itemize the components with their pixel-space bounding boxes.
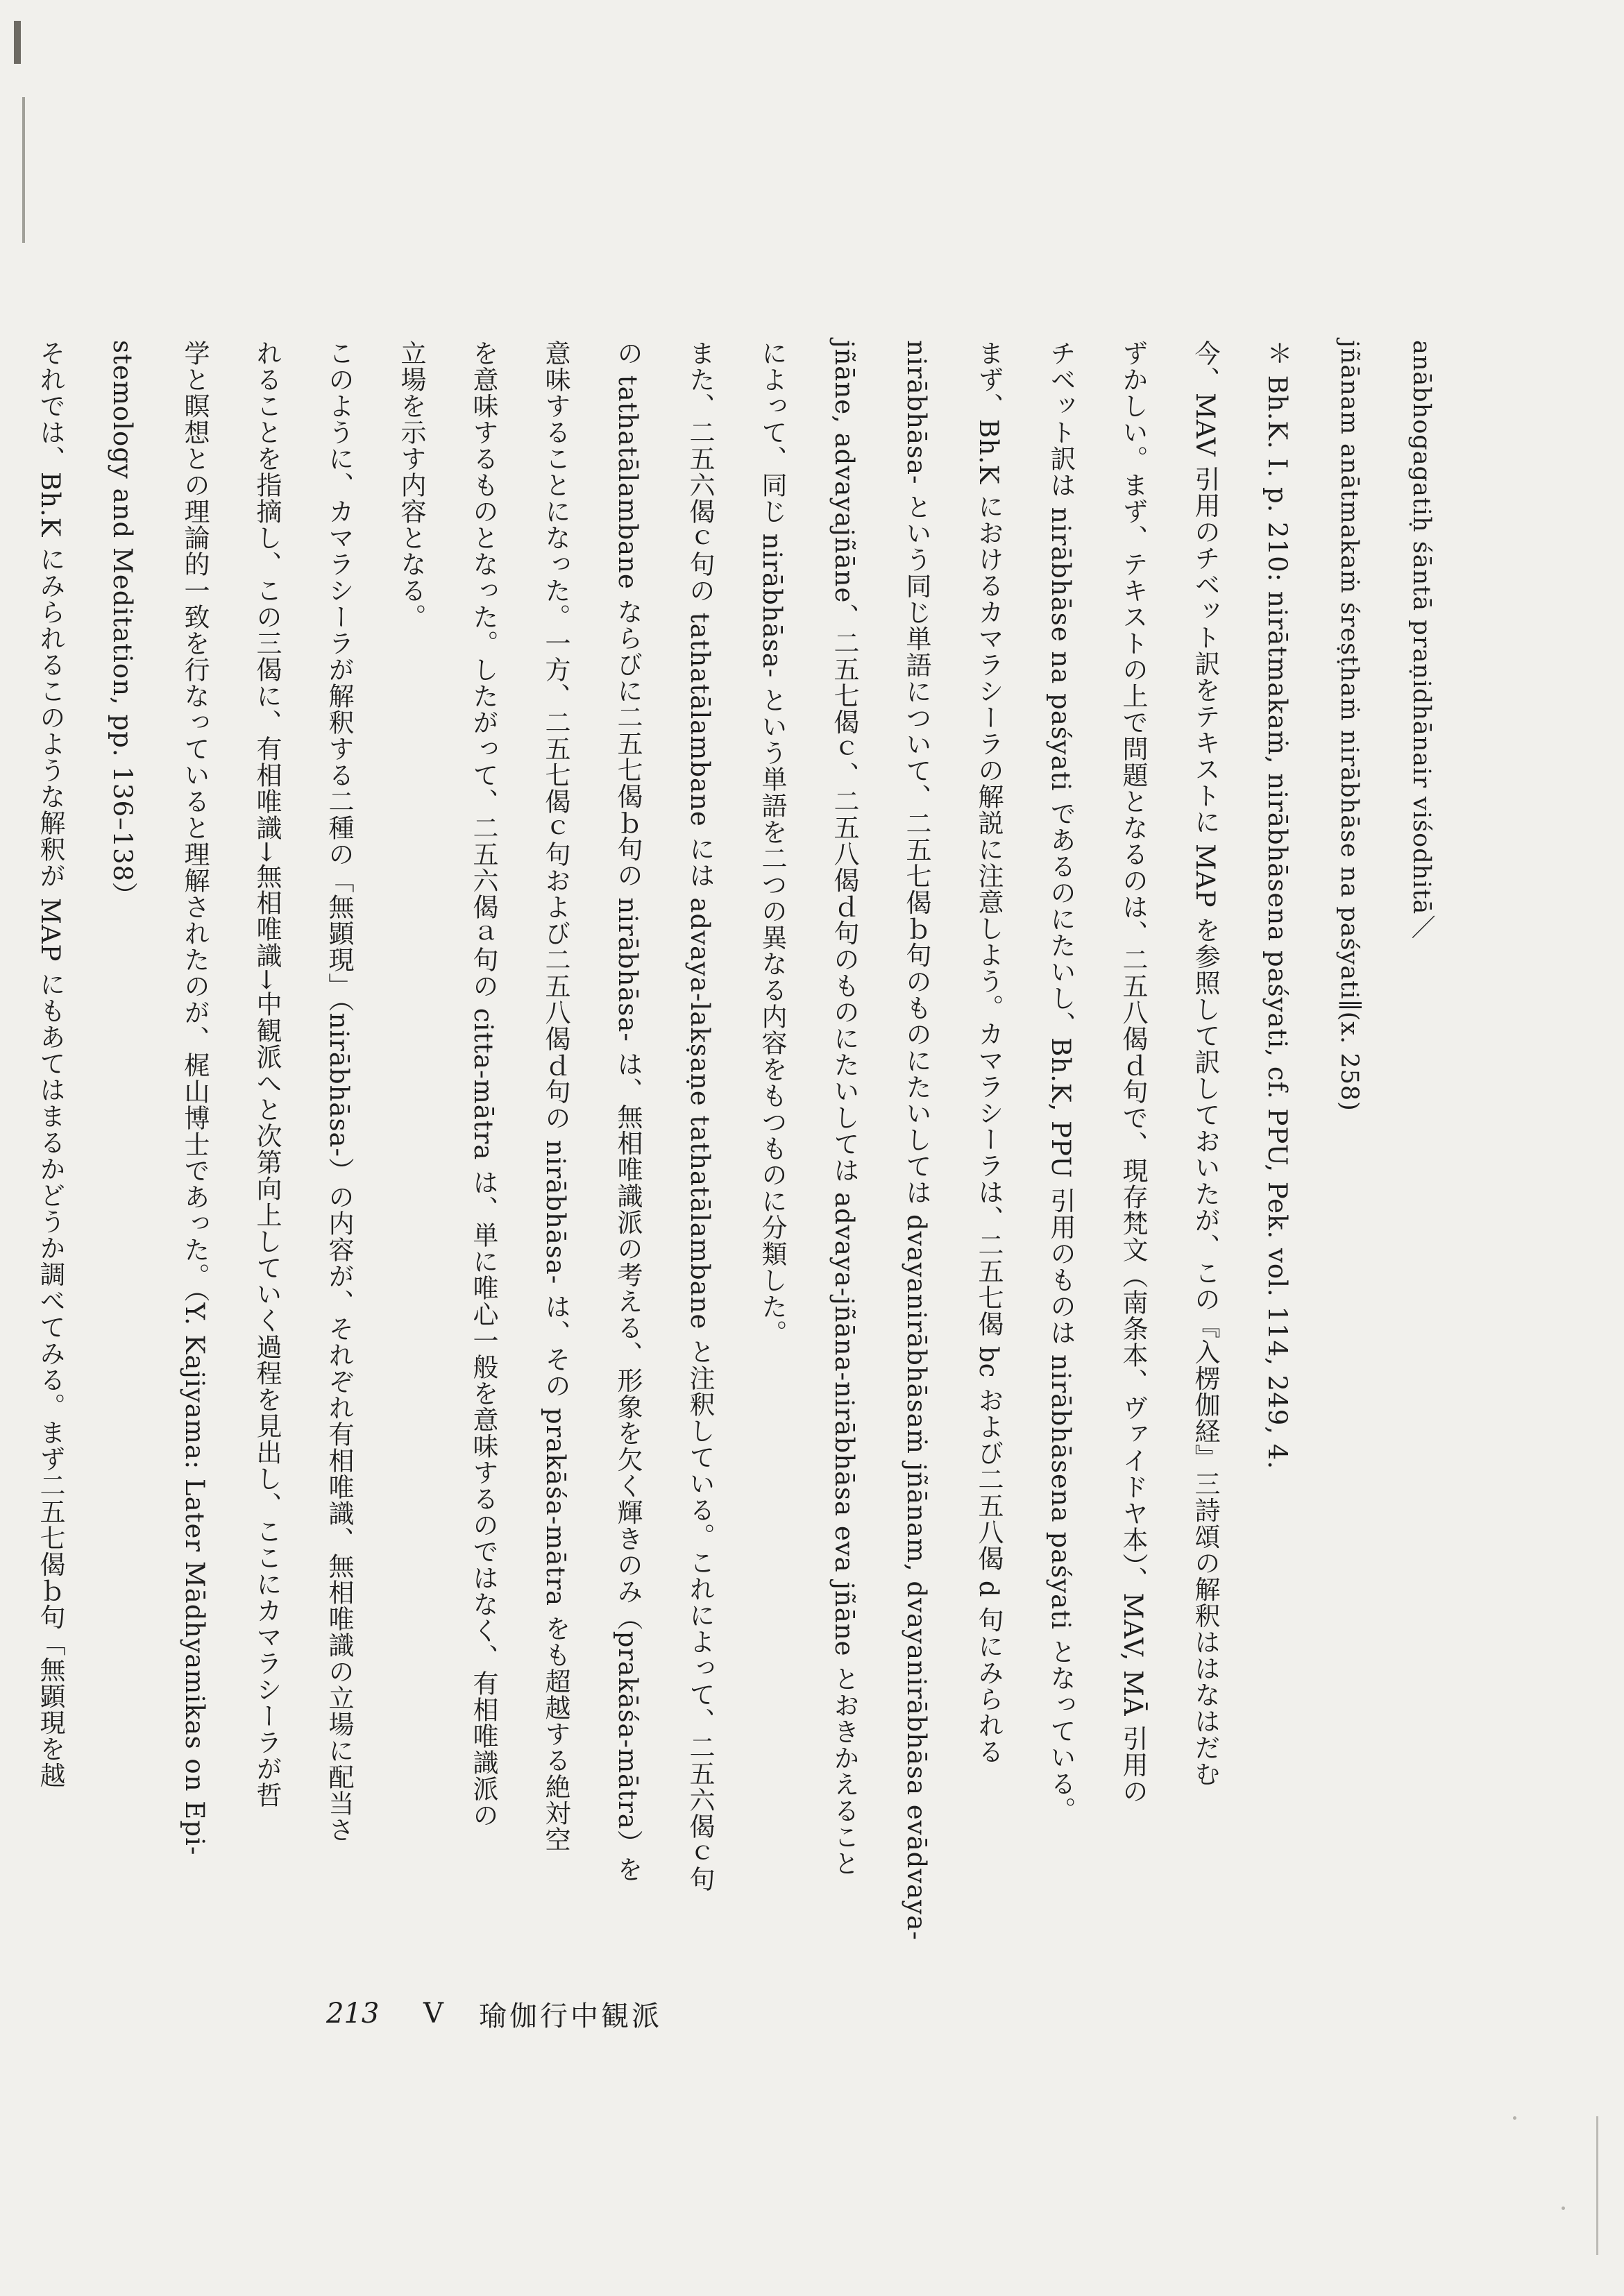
text-line: の tathatālambane ならびに二五七偈ｂ句の nirābhāsa- は、無相唯識派の考える、形象を欠く輝きのみ（prakāśa-mātra）を	[613, 340, 643, 1882]
text-line: チベット訳は nirābhāse na paśyati であるのにたいし、Bh.K, PPU 引用のものは nirābhāsena paśyati となっている。	[1046, 340, 1076, 1823]
text-line: 学と瞑想との理論的一致を行なっていると理解されたのが、梶山博士であった。（Y. Kajiyama: Later Mādhyamikas on Epi-	[180, 340, 210, 1856]
text-line	[0, 340, 14, 1797]
running-title: 瑜伽行中観派	[479, 2000, 662, 2032]
page-number: 213	[326, 1998, 380, 2030]
text-line: まず、Bh.K におけるカマラシーラの解説に注意しよう。カマラシーラは、二五七偈 bc および二五八偈 d 句にみられる	[974, 340, 1004, 1765]
text-line: 立場を示す内容となる。	[396, 340, 426, 630]
text-line: それでは、Bh.K にみられるこのような解釈が MAP にもあてはまるかどうか調べてみる。まず二五七偈ｂ句「無顕現を越	[35, 340, 65, 1789]
footnote: ＊ Bh.K. I. p. 210: nirātmakaṁ, nirābhāsena paśyati, cf. PPU, Pek. vol. 114, 249, 4.	[1262, 340, 1292, 1470]
text-line: このように、カマラシーラが解釈する二種の「無顕現」（nirābhāsa-）の内容が、それぞれ有相唯識、無相唯識の立場に配当さ	[324, 340, 354, 1844]
text-line: jñāne, advayajñāne、二五七偈ｃ、二五八偈ｄ句のものにたいしては advaya-jñāna-nirābhāsa eva jñāne とおきかえること	[829, 340, 859, 1877]
page-footer	[326, 1993, 662, 2034]
vertical-text-body	[35, 340, 1457, 1941]
paper-speck	[1513, 2116, 1516, 2120]
text-line: れることを指摘し、この三偈に、有相唯識→無相唯識→中観派へと次第向上していく過程を見出し、ここにカマラシーラが哲	[252, 340, 282, 1809]
text-line: 意味することになった。一方、二五七偈ｃ句および二五八偈ｄ句の nirābhāsa- は、その prakāśa-mātra をも超越する絶対空	[541, 340, 570, 1853]
text-line: また、二五六偈ｃ句の tathatālambane には advaya-lakṣaṇe tathatālambane と注釈している。これによって、二五六偈ｃ句	[685, 340, 715, 1893]
edge-mark	[1596, 2116, 1598, 2255]
text-line: 今、MAV 引用のチベット訳をテキストに MAP を参照して訳しておいたが、この『入楞伽経』三詩頌の解釈ははなはだむ	[1190, 340, 1220, 1787]
text-line: nirābhāsa- という同じ単語について、二五七偈ｂ句のものにたいしては dvayanirābhāsaṁ jñānam, dvayanirābhāsa evādvaya-	[902, 340, 931, 1941]
paper-speck	[1562, 2206, 1565, 2210]
text-line: によって、同じ nirābhāsa- という単語を二つの異なる内容をもつものに分類した。	[757, 340, 787, 1347]
text-line: stemology and Meditation, pp. 136–138）	[108, 340, 137, 909]
part-number: V	[423, 1998, 443, 2030]
verse-line: anābhogagatiḥ śāntā praṇidhānair viśodhitā／	[1407, 340, 1435, 940]
verse-line: jñānam anātmakaṁ śreṣṭhaṁ nirābhāse na paśyati∥(x. 258)	[1335, 340, 1363, 1112]
text-line: を意味するものとなった。したがって、二五六偈ａ句の citta-mātra は、単に唯心一般を意味するのではなく、有相唯識派の	[468, 340, 498, 1829]
binding-mark	[22, 97, 25, 243]
text-line: ずかしい。まず、テキストの上で問題となるのは、二五八偈ｄ句で、現存梵文（南条本、ヴァイドヤ本）、MAV, MĀ 引用の	[1118, 340, 1148, 1805]
binding-mark	[14, 21, 21, 64]
